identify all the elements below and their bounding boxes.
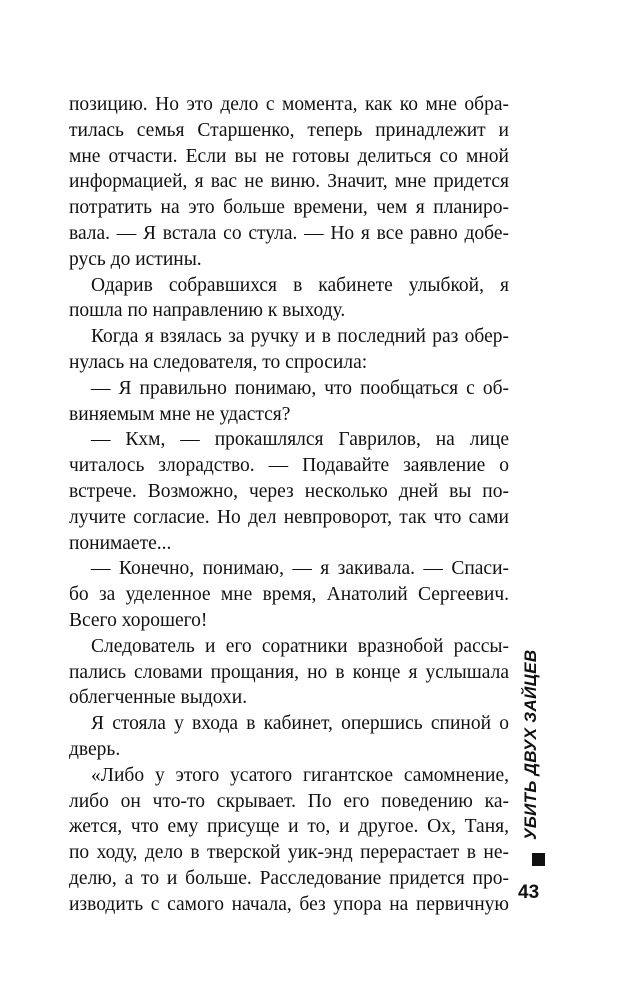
- text-line: по ходу, дело в тверской уик-энд перерастает в не-: [69, 842, 509, 864]
- text-line: Одарив собравшихся в кабинете улыбкой, я: [91, 274, 509, 296]
- text-line: вала. — Я встала со стула. — Но я все равно добе-: [69, 222, 509, 244]
- text-line: виняемым мне не удастся?: [69, 403, 291, 425]
- text-line: лучите согласие. Но дел невпроворот, так что сами: [69, 506, 509, 528]
- text-line: «Либо у этого усатого гигантское самомнение,: [91, 764, 509, 786]
- text-line: русь до истины.: [69, 248, 202, 270]
- text-line: Всего хорошего!: [69, 609, 208, 631]
- text-line: — Кхм, — прокашлялся Гаврилов, на лице: [91, 429, 509, 451]
- text-line: информацией, я вас не виню. Значит, мне придется: [69, 171, 509, 193]
- text-line: нулась на следователя, то спросила:: [69, 351, 368, 373]
- square-marker-icon: [532, 853, 545, 866]
- page-body-text: [69, 92, 509, 918]
- text-line: читалось злорадство. — Подавайте заявление о: [69, 455, 509, 477]
- text-line: Когда я взялась за ручку и в последний раз обер-: [91, 326, 509, 348]
- text-line: — Я правильно понимаю, что пообщаться с об-: [91, 377, 509, 399]
- text-line: пались словами прощания, но в конце я услышала: [69, 661, 509, 683]
- text-line: жется, что ему присуще и то, и другое. Ох, Таня,: [69, 816, 509, 838]
- text-line: дверь.: [69, 738, 121, 760]
- text-line: делю, а то и больше. Расследование придется про-: [69, 867, 509, 889]
- text-line: бо за уделенное мне время, Анатолий Сергеевич.: [69, 584, 509, 606]
- text-line: мне отчасти. Если вы не готовы делиться со мной: [69, 145, 509, 167]
- text-line: Я стояла у входа в кабинет, опершись спиной о: [91, 713, 509, 735]
- text-line: тилась семья Старшенко, теперь принадлежит и: [69, 119, 509, 141]
- text-line: встрече. Возможно, через несколько дней вы по-: [69, 480, 509, 502]
- text-line: пошла по направлению к выходу.: [69, 300, 346, 322]
- page-number: 43: [518, 882, 540, 903]
- text-line: — Конечно, понимаю, — я закивала. — Спаси-: [91, 558, 509, 580]
- text-line: потратить на это больше времени, чем я планиро-: [69, 197, 509, 219]
- running-title: УБИТЬ ДВУХ ЗАЙЦЕВ: [521, 649, 540, 840]
- text-line: либо он что-то скрывает. По его поведению ка-: [69, 790, 509, 812]
- text-line: облегченные выдохи.: [69, 687, 248, 709]
- text-line: изводить с самого начала, без упора на первичную: [69, 893, 509, 915]
- text-line: Следователь и его соратники вразнобой рассы-: [91, 635, 509, 657]
- text-line: понимаете...: [69, 532, 172, 554]
- text-line: позицию. Но это дело с момента, как ко мне обра-: [69, 94, 509, 115]
